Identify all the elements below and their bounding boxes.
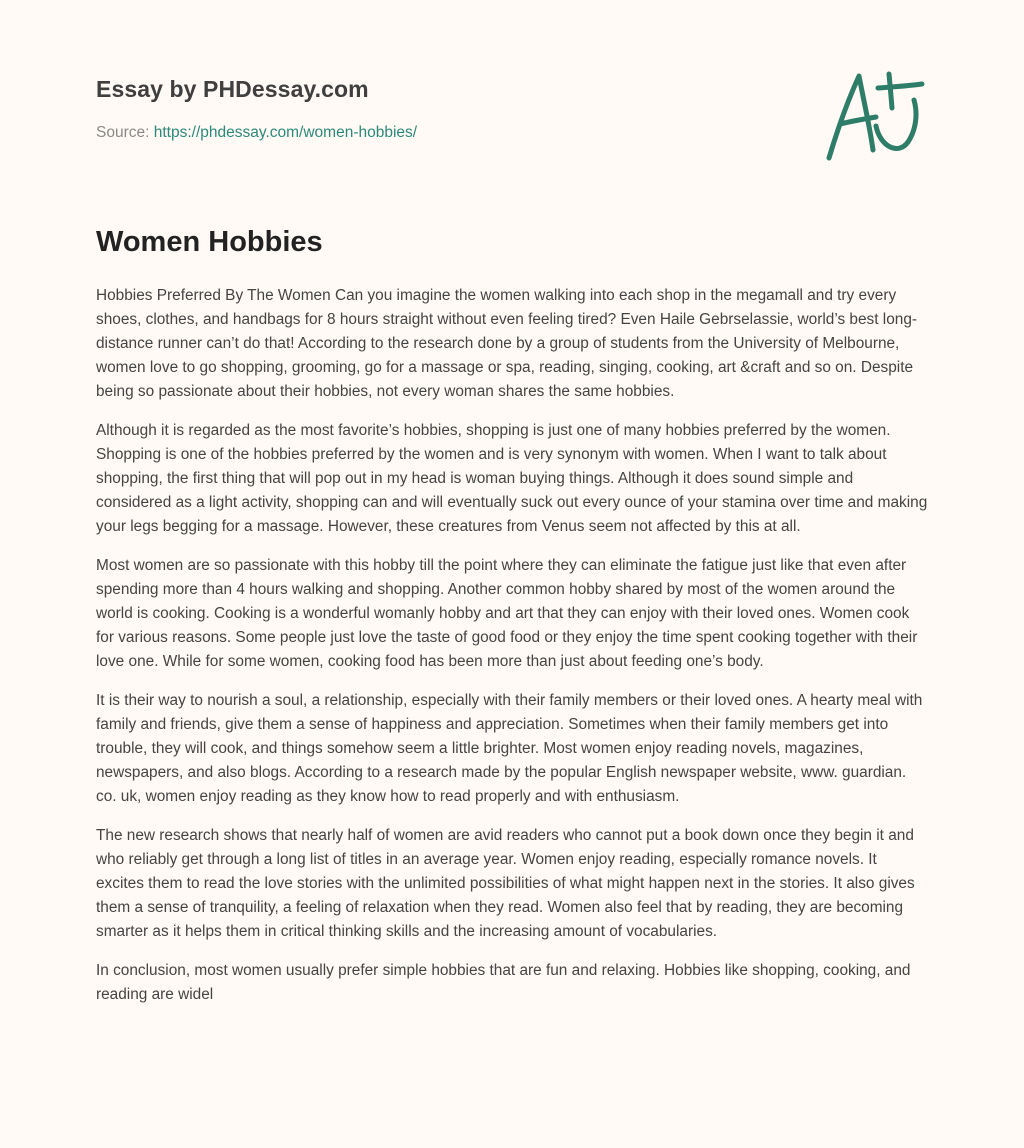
source-link[interactable]: https://phdessay.com/women-hobbies/ (153, 124, 418, 141)
source-line (96, 124, 417, 142)
essay-paragraph: Most women are so passionate with this hobby till the point where they can eliminate the fatigue just like that even after spending more than 4 hours walking and shopping. Another common hobby shared by most of the women around the world is cooking. Cooking is a wonderful womanly hobby and art that they can enjoy with their loved ones. Women cook for various reasons. Some people just love the taste of good food or they enjoy the time spent cooking together with their love one. While for some women, cooking food has been more than just about feeding one’s body. (96, 557, 918, 670)
essay-title: Women Hobbies (96, 226, 323, 258)
essay-page (96, 0, 928, 1148)
essay-paragraph: Hobbies Preferred By The Women Can you imagine the women walking into each shop in the megamall and try every shoes, clothes, and handbags for 8 hours straight without even feeling tired? Even Haile Gebrselassie, world’s best long-distance runner can’t do that! According to the research done by a group of students from the University of Melbourne, women love to go shopping, grooming, go for a massage or spa, reading, singing, cooking, art &craft and so on. Despite being so passionate about their hobbies, not every woman shares the same hobbies. (96, 287, 918, 400)
site-brand: Essay by PHDessay.com (96, 76, 369, 102)
a-plus-logo-icon (824, 66, 926, 166)
source-label: Source: (96, 124, 150, 141)
page-header (96, 0, 928, 200)
essay-paragraph: It is their way to nourish a soul, a relationship, especially with their family members or their loved ones. A hearty meal with family and friends, give them a sense of happiness and appreciation. Sometimes when their family members get into trouble, they will cook, and things somehow seem a little brighter. Most women enjoy reading novels, magazines, newspapers, and also blogs. According to a research made by the popular English newspaper website, www. guardian. co. uk, women enjoy reading as they know how to read properly and with enthusiasm. (96, 692, 923, 805)
essay-paragraph: The new research shows that nearly half of women are avid readers who cannot put a book down once they begin it and who reliably get through a long list of titles in an average year. Women enjoy reading, especially romance novels. It excites them to read the love stories with the unlimited possibilities of what might happen next in the stories. It also gives them a sense of tranquility, a feeling of relaxation when they read. Women also feel that by reading, they are becoming smarter as it helps them in critical thinking skills and the increasing amount of vocabularies. (96, 827, 915, 940)
essay-body (96, 284, 928, 1022)
essay-paragraph: In conclusion, most women usually prefer simple hobbies that are fun and relaxing. Hobbies like shopping, cooking, and reading are widel (96, 962, 911, 1003)
essay-paragraph: Although it is regarded as the most favorite’s hobbies, shopping is just one of many hobbies preferred by the women. Shopping is one of the hobbies preferred by the women and is very synonym with women. When I want to talk about shopping, the first thing that will pop out in my head is woman buying things. Although it does sound simple and considered as a light activity, shopping can and will eventually suck out every ounce of your stamina over time and making your legs begging for a massage. However, these creatures from Venus seem not affected by this at all. (96, 422, 928, 535)
